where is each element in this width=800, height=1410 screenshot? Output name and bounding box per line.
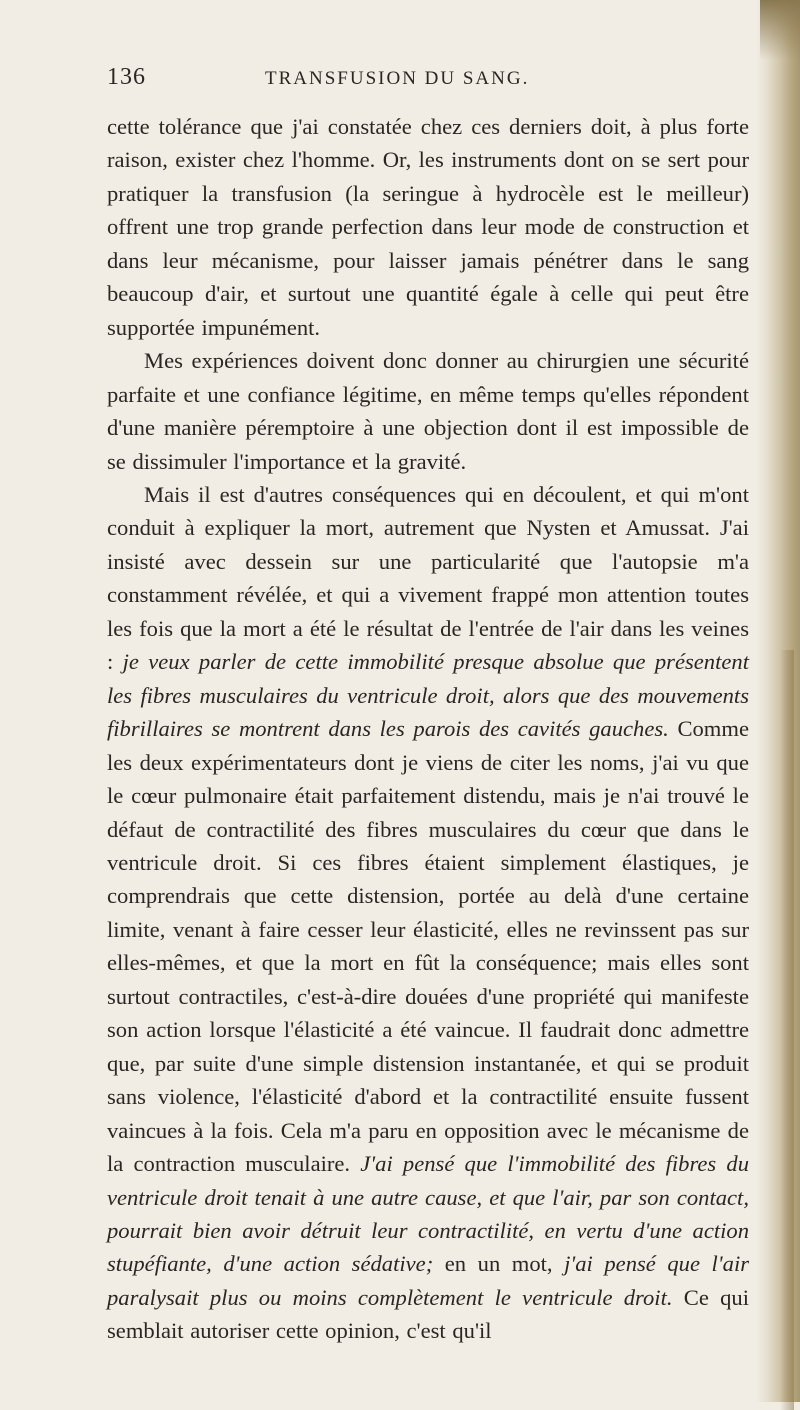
italic-run: j'ai pensé que l'air paralysait plus ou moins complètement le ventricule droit. bbox=[107, 1251, 750, 1310]
text-run: Ce qui semblait autoriser cette opinion, c'est qu'il bbox=[107, 1284, 749, 1344]
body-text bbox=[107, 110, 749, 1348]
text-run: Mes expériences doivent donc donner au chirurgien une sécurité parfaite et une confiance légitime, en même temps qu'elles répondent d'une manière péremptoire à une objection dont il est impossible de se dissimuler l'importance et la gravité. bbox=[107, 348, 749, 474]
paragraph bbox=[107, 344, 749, 478]
edge-stain bbox=[760, 0, 800, 60]
page-number: 136 bbox=[107, 64, 146, 90]
running-header bbox=[107, 60, 749, 96]
paragraph bbox=[107, 110, 749, 344]
italic-run: J'ai pensé que l'immobilité des fibres du ventricule droit tenait à une autre cause, et que l'air, par son contact, pourrait bien avoir détruit leur contractilité, en vertu d'une action stupéfiante, d'une action sédative; bbox=[107, 1151, 749, 1277]
running-title: TRANSFUSION DU SANG. bbox=[265, 68, 530, 89]
text-run: Mais il est d'autres conséquences qui en découlent, et qui m'ont conduit à expliquer la mort, autrement que Nysten et Amussat. J'ai insisté avec dessein sur une particularité que l'autopsie m'a constamment révélée, et qui a vivement frappé mon attention toutes les fois que la mort a été le résultat de l'entrée de l'air dans les veines : bbox=[107, 481, 749, 675]
text-run: Comme les deux expérimentateurs dont je viens de citer les noms, j'ai vu que le cœur pulmonaire était parfaitement distendu, mais je n'ai trouvé le défaut de contractilité des fibres musculaires du cœur que dans le ventricule droit. Si ces fibres étaient simplement élastiques, je comprendrais que cette distension, portée au delà d'une certaine limite, venant à faire cesser leur élasticité, elles ne revinssent pas sur elles-mêmes, et que la mort en fût la conséquence; mais elles sont surtout contractiles, c'est-à-dire douées d'une propriété qui manifeste son action lorsque l'élasticité a été vaincue. Il faudrait donc admettre que, par suite d'une simple distension instantanée, et qui se produit sans violence, l'élasticité d'abord et la contractilité ensuite fussent vaincues à la fois. Cela m'a paru en opposition avec le mécanisme de la contraction musculaire. bbox=[107, 716, 749, 1177]
edge-shadow bbox=[780, 650, 794, 1410]
italic-run: je veux parler de cette immobilité presque absolue que présentent les fibres musculaires du ventricule droit, alors que des mouvements fibrillaires se montrent dans les parois des cavités gauches. bbox=[107, 649, 749, 742]
text-run: en un mot, bbox=[433, 1251, 565, 1277]
paragraph bbox=[107, 478, 749, 1348]
text-run: cette tolérance que j'ai constatée chez ces derniers doit, à plus forte raison, exister chez l'homme. Or, les instruments dont on se sert pour pratiquer la transfusion (la seringue à hydrocèle est le meilleur) offrent une trop grande perfection dans leur mode de construction et dans leur mécanisme, pour laisser jamais pénétrer dans le sang beaucoup d'air, et surtout une quantité égale à celle qui peut être supportée impunément. bbox=[107, 114, 749, 340]
page-binding-edge bbox=[756, 0, 800, 1402]
